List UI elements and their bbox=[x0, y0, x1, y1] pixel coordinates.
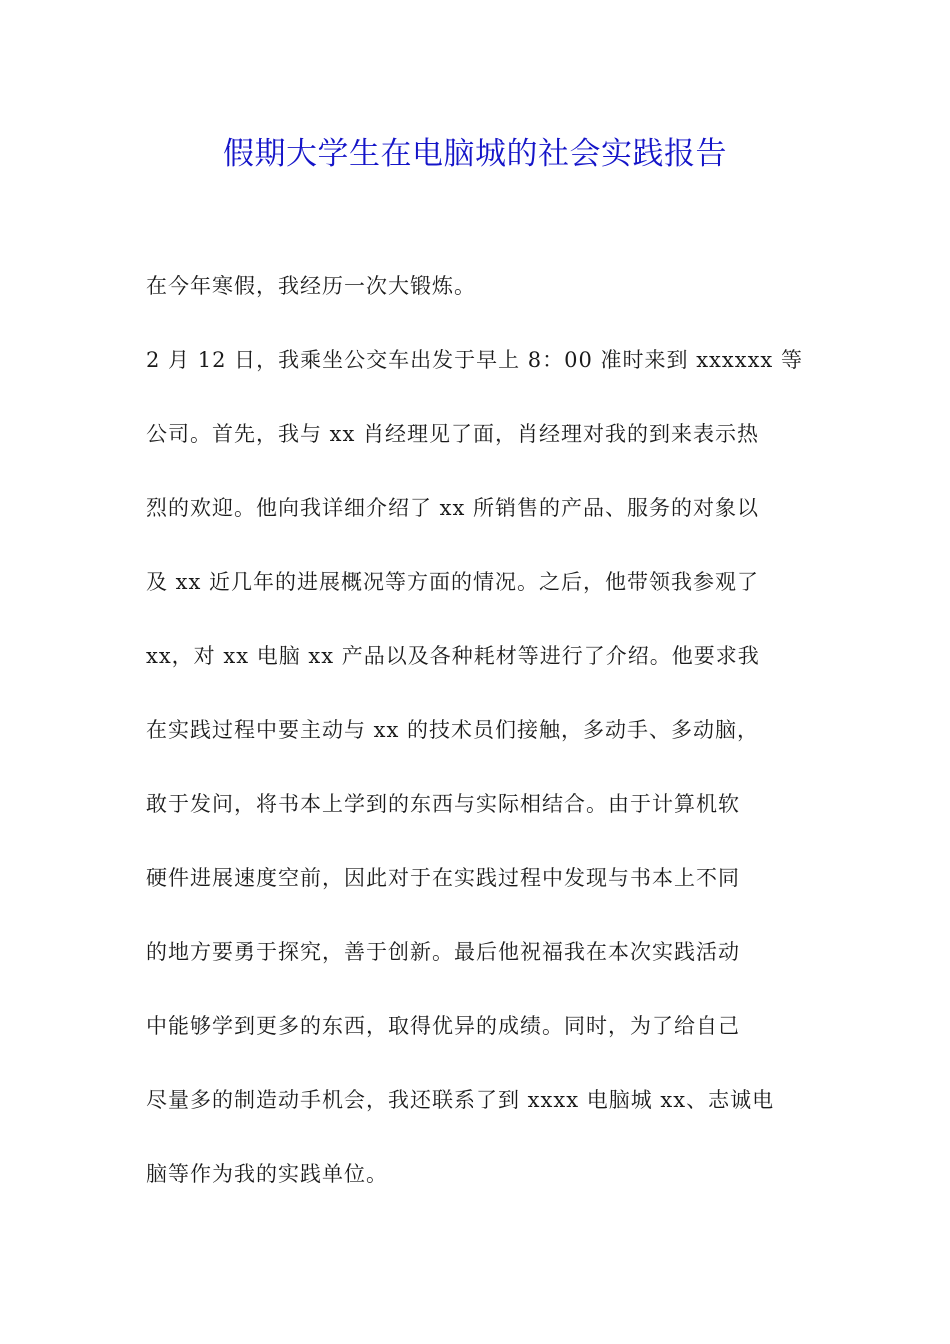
paragraph-line: 及 xx 近几年的进展概况等方面的情况。之后，他带领我参观了 bbox=[146, 570, 760, 594]
document-body bbox=[146, 264, 808, 1226]
paragraph-line: 尽量多的制造动手机会，我还联系了到 xxxx 电脑城 xx、志诚电 bbox=[146, 1088, 775, 1112]
paragraph-line: xx，对 xx 电脑 xx 产品以及各种耗材等进行了介绍。他要求我 bbox=[146, 644, 760, 668]
paragraph-line: 的地方要勇于探究，善于创新。最后他祝福我在本次实践活动 bbox=[146, 940, 740, 964]
paragraph-line: 公司。首先，我与 xx 肖经理见了面，肖经理对我的到来表示热 bbox=[146, 422, 760, 446]
document-title: 假期大学生在电脑城的社会实践报告 bbox=[223, 136, 727, 172]
paragraph-line: 硬件进展速度空前，因此对于在实践过程中发现与书本上不同 bbox=[146, 866, 740, 890]
paragraph-line: 敢于发问，将书本上学到的东西与实际相结合。由于计算机软 bbox=[146, 792, 740, 816]
paragraph-line: 在今年寒假，我经历一次大锻炼。 bbox=[146, 274, 476, 298]
paragraph-line: 在实践过程中要主动与 xx 的技术员们接触，多动手、多动脑， bbox=[146, 718, 760, 742]
paragraph-line: 中能够学到更多的东西，取得优异的成绩。同时，为了给自己 bbox=[146, 1014, 740, 1038]
paragraph-line: 2 月 12 日，我乘坐公交车出发于早上 8：00 准时来到 xxxxxx 等 bbox=[146, 348, 803, 372]
paragraph-line: 脑等作为我的实践单位。 bbox=[146, 1162, 388, 1186]
paragraph-line: 烈的欢迎。他向我详细介绍了 xx 所销售的产品、服务的对象以 bbox=[146, 496, 760, 520]
